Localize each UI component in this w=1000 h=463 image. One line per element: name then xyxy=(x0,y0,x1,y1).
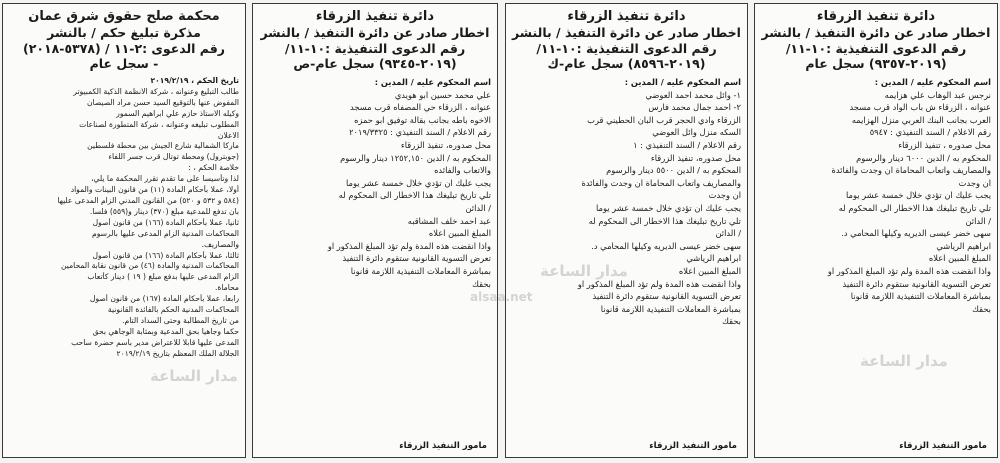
notice-line: (جوبترول) ومحطة توتال قرب جسر اللفاء xyxy=(108,152,239,162)
notice-line: المطلوب تبليغه وعنوانه ، شركة المتطورة لصناعات xyxy=(79,119,239,129)
case-number-line-1: رقم الدعوى التنفيذية :١٠-١١/ xyxy=(536,41,717,56)
notice-column-4 xyxy=(2,3,246,458)
notice-body xyxy=(761,76,991,315)
notice-line: / الدائن xyxy=(965,215,991,226)
notice-line: يجب عليك ان تؤدي خلال خمسة عشر يوما xyxy=(345,177,491,188)
notice-line: المحاكمات المدنية والمادة (٤٦) من قانون نقابة المحامين xyxy=(61,261,239,271)
notice-line: اسم المحكوم عليه / المدين : xyxy=(374,77,491,87)
notice-line: ٢- احمد جمال محمد فارس xyxy=(648,102,741,113)
notice-line: رقم الاعلام / السند التنفيذي : ٢٠١٩/٣٣٢٥ xyxy=(349,127,491,138)
notice-signature: مامور التنفيذ الزرقاء xyxy=(899,441,987,451)
notice-line: المبلغ المبين اعلاه xyxy=(928,253,991,264)
notice-line: بان تدفع للمدعية مبلغ (٣٧٠) دينار و(٥٥٩) فلسا. xyxy=(89,206,239,216)
notice-line: اسم المحكوم عليه / المدين : xyxy=(624,77,741,87)
notice-line: الزرقاء وادي الحجر قرب البان الحطيني قرب xyxy=(587,114,741,125)
case-number xyxy=(259,41,491,71)
notice-line: تلي تاريخ تبليغك هذا الاخطار الى المحكوم له xyxy=(838,202,991,213)
notice-line: خلاصة الحكم ، : xyxy=(188,163,239,173)
notice-line: ابراهيم الرياشي xyxy=(936,240,991,251)
case-number xyxy=(512,41,741,71)
notice-line: السكه منزل وائل العوضي xyxy=(652,127,741,138)
case-number-line-2: (٢٠١٩-٩٣٤٥) سجل عام-ص xyxy=(293,56,457,71)
notice-header: دائرة تنفيذ الزرقاء xyxy=(567,9,686,24)
notice-line: المدعى عليها قابلا للاعتراض مدير باسم حضرة ساحب xyxy=(71,337,239,347)
notice-line: ابراهيم الرياشي xyxy=(686,253,741,264)
notice-line: تعرض التسوية القانونية ستقوم دائرة التنفيذ xyxy=(342,253,491,264)
notice-body xyxy=(9,76,239,360)
notice-column-2 xyxy=(505,3,748,458)
notice-line: سهى خضر عيسى الديريه وكيلها المحامي د. xyxy=(591,240,741,251)
notice-line: رقم الاعلام / السند التنفيذي : ١ xyxy=(633,139,741,150)
notice-line: الزام المدعى عليها بدفع مبلغ ( ١٩ ) دينار كأتعاب xyxy=(87,272,239,282)
notice-line: واذا انقضت هذه المدة ولم تؤد المبلغ المذكور او xyxy=(577,278,741,289)
notice-line: رابعا، عملا بأحكام المادة (١٦٧) من قانون أصول xyxy=(89,294,239,304)
case-number xyxy=(761,41,991,71)
notice-line: المحكوم به / الدين ٥٥٠٠ دينار والرسوم xyxy=(606,165,741,176)
notice-line: المبلغ المبين اعلاه xyxy=(678,265,741,276)
notice-line: تعرض التسوية القانونية ستقوم دائرة التنفيذ xyxy=(592,291,741,302)
watermark: مدار الساعة xyxy=(150,367,238,385)
notice-line: نرجس عبد الوهاب علي هزايمه xyxy=(884,89,991,100)
notice-line: والمصاريف واتعاب المحاماة ان وجدت والفائدة xyxy=(831,165,991,176)
notice-line: سهى خضر عيسى الديريه وكيلها المحامي د. xyxy=(841,228,991,239)
notice-body xyxy=(512,76,741,328)
notice-column-3 xyxy=(252,3,498,458)
notice-line: بمباشرة المعاملات التنفيذية اللازمة قانونا xyxy=(850,291,991,302)
notice-subtitle: مذكرة تبليغ حكم / بالنشر xyxy=(47,25,201,40)
watermark: مدار الساعة xyxy=(860,352,948,370)
notice-line: المحكوم به / الدين ٦٠٠٠ دينار والرسوم xyxy=(856,152,991,163)
notice-line: رقم الاعلام / السند التنفيذي : ٥٩٤٧ xyxy=(869,127,991,138)
notice-line: محل صدوره، تنفيذ الزرقاء xyxy=(650,152,741,163)
notice-line: والاتعاب والفائده xyxy=(434,165,491,176)
notice-line: محل صدوره، تنفيذ الزرقاء xyxy=(400,139,491,150)
case-number-line-2: (٢٠١٩-٨٥٩٦) سجل عام-ك xyxy=(547,56,706,71)
notice-line: من تاريخ المطالبة وحتى السداد التام. xyxy=(122,315,239,325)
notice-line: تلي تاريخ تبليغك هذا الاخطار الى المحكوم له xyxy=(588,215,741,226)
case-number-line-2: (٢٠١٩-٩٣٥٧) سجل عام xyxy=(805,56,947,71)
notice-line: ان وجدت xyxy=(958,177,991,188)
notice-header: دائرة تنفيذ الزرقاء xyxy=(315,9,435,24)
notice-line: محل صدوره ، تنفيذ الزرقاء xyxy=(898,139,991,150)
notice-line: العرب بجانب البنك العربي منزل الهزايمه xyxy=(851,114,991,125)
notice-line: واذا انقضت هذه المدة ولم تؤد المبلغ المذكور او xyxy=(327,240,491,251)
notice-line: المبلغ المبين اعلاه xyxy=(428,228,491,239)
notice-line: طالب التبليغ وعنوانه ، شركة الانظمة الذكية الكمبيوتر xyxy=(73,86,239,96)
watermark: alsaa.net xyxy=(470,290,533,304)
notice-line: أولا، عملا بأحكام المادة (١١) من قانون البينات والمواد xyxy=(70,185,239,195)
notice-header: دائرة تنفيذ الزرقاء xyxy=(816,9,936,24)
notice-line: بحقك xyxy=(722,316,741,327)
notice-line: بمباشرة المعاملات التنفيذية اللازمة قانونا xyxy=(350,265,491,276)
notice-line: ان وجدت xyxy=(708,190,741,201)
notice-line: ١- وائل محمد احمد العوضي xyxy=(645,89,741,100)
case-number-line-1: رقم الدعوى التنفيذية :١٠-١١/ xyxy=(284,41,466,56)
notice-header: محكمة صلح حقوق شرق عمان xyxy=(28,9,220,24)
notice-line: / الدائن xyxy=(465,202,491,213)
notice-line: / الدائن xyxy=(715,228,741,239)
notice-line: الاخوه باطه بجانب بقالة توفيق ابو حمزه xyxy=(354,114,491,125)
notice-subtitle: اخطار صادر عن دائرة التنفيذ / بالنشر xyxy=(512,25,741,40)
notice-line: المحاكمات المدنية الحكم بالفائدة القانونية xyxy=(107,305,239,315)
notice-line: تلي تاريخ تبليغك هذا الاخطار الى المحكوم له xyxy=(338,190,491,201)
notice-line: وكيله الاستاذ حازم علي ابراهيم السمور xyxy=(116,108,239,118)
notice-line: حكما وجاهيا بحق المدعية وبمثابة الوجاهي بحق xyxy=(92,326,239,336)
notice-line: يجب عليك ان تؤدي خلال خمسة عشر يوما xyxy=(845,190,991,201)
case-number-line-2: - سجل عام xyxy=(89,56,159,71)
notice-line: تعرض التسوية القانونية ستقوم دائرة التنفيذ xyxy=(842,278,991,289)
notice-line: المحكوم به / الدين ١٢٥٢,١٥٠ دينار والرسوم xyxy=(340,152,491,163)
notice-line: عبد احمد خلف المشاقبه xyxy=(407,215,491,226)
notice-column-1 xyxy=(754,3,998,458)
notice-line: بحقك xyxy=(472,278,491,289)
notice-line: المحاكمات المدنية الزام المدعى عليها بالرسوم xyxy=(92,228,239,238)
notice-line: بحقك xyxy=(972,303,991,314)
notice-subtitle: اخطار صادر عن دائرة التنفيذ / بالنشر xyxy=(260,25,490,40)
notice-subtitle: اخطار صادر عن دائرة التنفيذ / بالنشر xyxy=(761,25,991,40)
watermark: مدار الساعة xyxy=(540,262,628,280)
notice-signature: مامور التنفيذ الزرقاء xyxy=(649,441,737,451)
notice-line: والمصاريف واتعاب المحاماة ان وجدت والفائدة xyxy=(581,177,741,188)
notice-line: ماركا الشمالية شارع الجيش بين محطة فلسطين xyxy=(87,141,239,151)
notice-line: المفوض عنها بالتوقيع السيد حسن مراد الصيصان xyxy=(86,97,239,107)
notice-body xyxy=(259,76,491,290)
notice-line: محاماة. xyxy=(214,283,239,293)
notice-line: لذا وتأسيسا على ما تقدم تقرر المحكمة ما يلي، xyxy=(91,174,239,184)
notice-line: اسم المحكوم عليه / المدين : xyxy=(874,77,991,87)
notice-line: والمصاريف. xyxy=(201,239,239,249)
notice-signature: مامور التنفيذ الزرقاء xyxy=(399,441,487,451)
notice-line: علي محمد حسين ابو هويدي xyxy=(394,89,491,100)
notice-line: يجب عليك ان تؤدي خلال خمسة عشر يوما xyxy=(595,202,741,213)
notice-line: الاعلان xyxy=(217,130,239,140)
notice-line: عنوانه ، الزرقاء ش باب الواد قرب مسجد xyxy=(849,102,991,113)
notice-line: (٥٨٤ و ٥٣٢ و ٥٢٠) من القانون المدني الزام المدعى عليها xyxy=(57,195,239,205)
notice-line: واذا انقضت هذه المدة ولم تؤد المبلغ المذكور او xyxy=(827,265,991,276)
notice-line: عنوانه ، الزرقاء حي المصفاه قرب مسجد xyxy=(350,102,491,113)
notice-line: الجلالة الملك المعظم بتاريخ ٢٠١٩/٢/١٩ xyxy=(116,348,239,358)
notice-line: تاريخ الحكم ، ٢٠١٩/٢/١٩ xyxy=(150,76,239,85)
notice-line: بمباشرة المعاملات التنفيذية اللازمة قانونا xyxy=(600,303,741,314)
notice-line: ثانيا، عملا بأحكام المادة (١٦٦) من قانون أصول xyxy=(92,217,239,227)
case-number xyxy=(9,41,239,71)
case-number-line-1: رقم الدعوى :٢-١١ / (٥٣٧٨-٢٠١٨) xyxy=(23,41,225,56)
case-number-line-1: رقم الدعوى التنفيذية :١٠-١١/ xyxy=(785,41,967,56)
notice-line: ثالثا، عملا بأحكام المادة (١٦٦) من قانون أصول xyxy=(92,250,239,260)
